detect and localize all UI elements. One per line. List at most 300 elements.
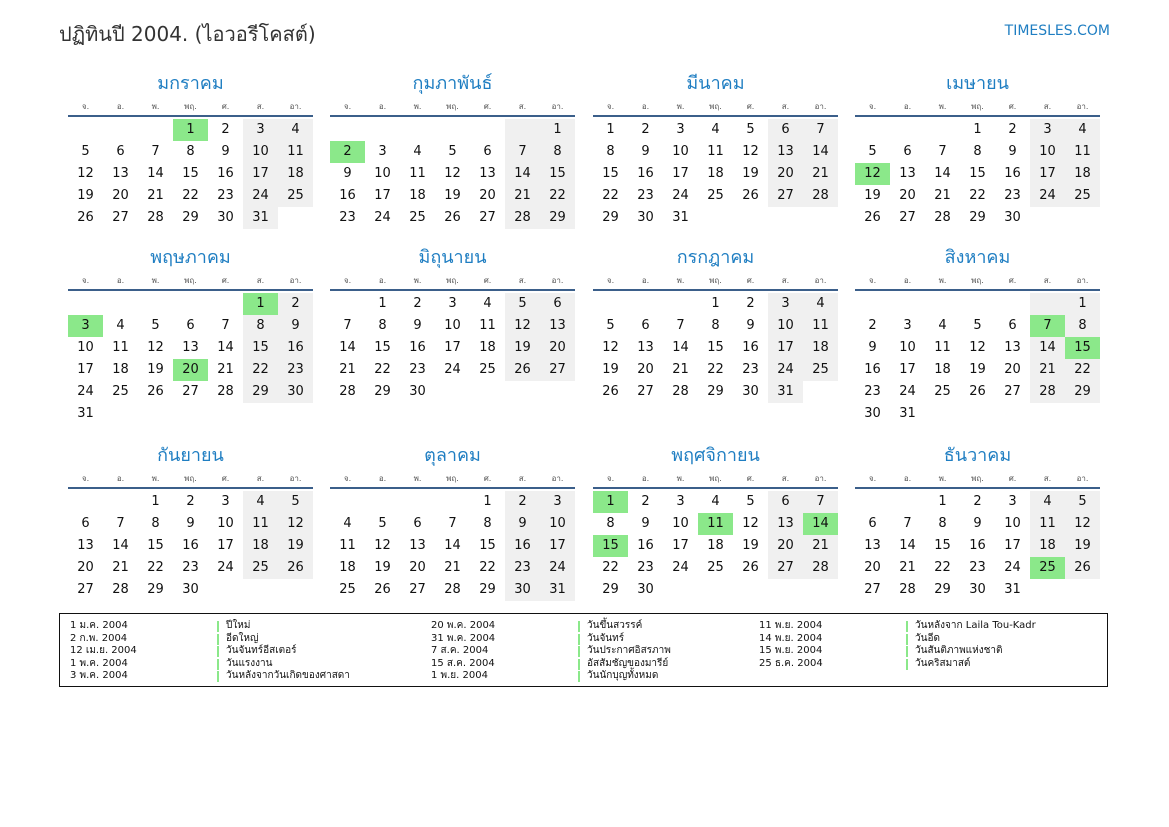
weekday-label: พ. bbox=[676, 474, 685, 483]
empty-day-cell bbox=[1030, 403, 1065, 425]
month-name: เมษายน bbox=[946, 73, 1009, 94]
day-cell: 12 bbox=[374, 538, 391, 553]
weekday-label: ศ. bbox=[483, 276, 492, 285]
empty-day-cell bbox=[278, 403, 313, 425]
header-rule bbox=[855, 289, 1100, 291]
week-row bbox=[68, 557, 313, 579]
empty-day-cell bbox=[68, 293, 103, 315]
day-cell: 18 bbox=[707, 538, 724, 553]
day-cell: 22 bbox=[147, 560, 164, 575]
day-cell: 5 bbox=[973, 318, 982, 333]
weekday-label: ส. bbox=[781, 276, 790, 285]
empty-day-cell bbox=[208, 579, 243, 601]
day-cell: 22 bbox=[602, 188, 619, 203]
empty-day-cell bbox=[208, 293, 243, 315]
day-cell: 7 bbox=[343, 318, 352, 333]
month-name: มกราคม bbox=[157, 73, 224, 94]
empty-day-cell bbox=[995, 293, 1030, 315]
empty-day-cell bbox=[330, 491, 365, 513]
holiday-date: 15 พ.ย. 2004 bbox=[759, 645, 823, 656]
day-cell: 23 bbox=[637, 188, 654, 203]
empty-day-cell bbox=[540, 381, 575, 403]
day-cell: 13 bbox=[637, 340, 654, 355]
day-cell: 6 bbox=[413, 516, 422, 531]
day-cell: 5 bbox=[606, 318, 615, 333]
day-cell: 16 bbox=[217, 166, 234, 181]
weekday-label: พ. bbox=[938, 102, 947, 111]
weekday-label: ส. bbox=[781, 102, 790, 111]
site-link[interactable]: TIMESLES.COM bbox=[1004, 23, 1110, 39]
holiday-marker bbox=[578, 659, 580, 670]
day-cell: 18 bbox=[339, 560, 356, 575]
day-cell: 4 bbox=[711, 494, 720, 509]
day-cell: 3 bbox=[676, 494, 685, 509]
weekday-label: จ. bbox=[606, 474, 615, 483]
day-cell: 11 bbox=[243, 513, 278, 535]
week-row bbox=[855, 535, 1100, 557]
day-cell: 29 bbox=[1065, 381, 1100, 403]
empty-day-cell bbox=[68, 119, 103, 141]
day-cell: 4 bbox=[711, 122, 720, 137]
weekday-label: อา. bbox=[551, 474, 564, 483]
day-cell: 11 bbox=[409, 166, 426, 181]
holiday-date: 7 ส.ค. 2004 bbox=[431, 645, 489, 656]
weekday-label: พฤ. bbox=[446, 276, 459, 285]
week-row bbox=[593, 315, 838, 337]
day-cell: 2 bbox=[221, 122, 230, 137]
day-cell: 9 bbox=[221, 144, 230, 159]
day-cell: 5 bbox=[81, 144, 90, 159]
day-cell: 30 bbox=[217, 210, 234, 225]
day-cell: 30 bbox=[182, 582, 199, 597]
weekday-label: จ. bbox=[868, 102, 877, 111]
empty-day-cell bbox=[855, 119, 890, 141]
week-row bbox=[330, 491, 575, 513]
weekday-label: พฤ. bbox=[709, 474, 722, 483]
day-cell: 15 bbox=[593, 535, 628, 557]
day-cell: 24 bbox=[77, 384, 94, 399]
day-cell: 16 bbox=[409, 340, 426, 355]
day-cell: 19 bbox=[147, 362, 164, 377]
day-cell: 18 bbox=[934, 362, 951, 377]
day-cell: 12 bbox=[742, 144, 759, 159]
weekday-label: ส. bbox=[781, 474, 790, 483]
week-row bbox=[330, 381, 575, 403]
day-cell: 24 bbox=[672, 188, 689, 203]
week-row bbox=[855, 359, 1100, 381]
legend-row bbox=[70, 620, 350, 633]
day-cell: 17 bbox=[672, 166, 689, 181]
day-grid bbox=[330, 491, 575, 601]
day-cell: 30 bbox=[969, 582, 986, 597]
day-cell: 29 bbox=[147, 582, 164, 597]
day-cell: 17 bbox=[540, 535, 575, 557]
day-cell: 14 bbox=[803, 513, 838, 535]
day-cell: 23 bbox=[969, 560, 986, 575]
week-row bbox=[68, 293, 313, 315]
day-cell: 24 bbox=[1030, 185, 1065, 207]
weekday-label: จ. bbox=[81, 102, 90, 111]
day-cell: 30 bbox=[864, 406, 881, 421]
week-row bbox=[593, 163, 838, 185]
day-cell: 26 bbox=[278, 557, 313, 579]
week-row bbox=[855, 579, 1100, 601]
empty-day-cell bbox=[960, 403, 995, 425]
month-name: กุมภาพันธ์ bbox=[412, 73, 493, 94]
day-cell: 19 bbox=[1065, 535, 1100, 557]
day-cell: 1 bbox=[540, 119, 575, 141]
day-cell: 24 bbox=[217, 560, 234, 575]
day-cell: 24 bbox=[540, 557, 575, 579]
day-cell: 16 bbox=[278, 337, 313, 359]
day-cell: 24 bbox=[243, 185, 278, 207]
weekday-label: ศ. bbox=[746, 276, 755, 285]
week-row bbox=[593, 337, 838, 359]
day-cell: 20 bbox=[409, 560, 426, 575]
empty-day-cell bbox=[663, 293, 698, 315]
holiday-date: 11 พ.ย. 2004 bbox=[759, 620, 823, 631]
day-cell: 2 bbox=[641, 122, 650, 137]
day-cell: 20 bbox=[768, 163, 803, 185]
day-cell: 1 bbox=[173, 119, 208, 141]
day-cell: 1 bbox=[711, 296, 720, 311]
day-cell: 3 bbox=[448, 296, 457, 311]
day-cell: 6 bbox=[641, 318, 650, 333]
day-cell: 24 bbox=[1004, 560, 1021, 575]
day-cell: 13 bbox=[409, 538, 426, 553]
day-cell: 16 bbox=[742, 340, 759, 355]
weekday-label: พฤ. bbox=[971, 474, 984, 483]
day-cell: 2 bbox=[1008, 122, 1017, 137]
week-row bbox=[593, 141, 838, 163]
week-row bbox=[330, 535, 575, 557]
week-row bbox=[68, 491, 313, 513]
weekday-label: ส. bbox=[256, 102, 265, 111]
month-calendar bbox=[855, 246, 1100, 425]
day-cell: 30 bbox=[742, 384, 759, 399]
empty-day-cell bbox=[925, 119, 960, 141]
day-cell: 25 bbox=[479, 362, 496, 377]
day-cell: 14 bbox=[147, 166, 164, 181]
weekday-header bbox=[855, 100, 1100, 114]
empty-day-cell bbox=[855, 491, 890, 513]
day-cell: 5 bbox=[378, 516, 387, 531]
holiday-name: วันอีด bbox=[915, 632, 940, 644]
day-cell: 16 bbox=[637, 538, 654, 553]
weekday-label: อ. bbox=[903, 474, 912, 483]
empty-day-cell bbox=[1030, 207, 1065, 229]
day-cell: 27 bbox=[768, 557, 803, 579]
day-cell: 6 bbox=[1008, 318, 1017, 333]
day-cell: 15 bbox=[934, 538, 951, 553]
week-row bbox=[855, 119, 1100, 141]
day-cell: 8 bbox=[606, 516, 615, 531]
day-cell: 1 bbox=[606, 122, 615, 137]
empty-day-cell bbox=[1065, 403, 1100, 425]
day-cell: 2 bbox=[278, 293, 313, 315]
weekday-label: จ. bbox=[606, 276, 615, 285]
day-cell: 2 bbox=[973, 494, 982, 509]
day-cell: 11 bbox=[803, 315, 838, 337]
day-cell: 7 bbox=[151, 144, 160, 159]
empty-day-cell bbox=[470, 381, 505, 403]
day-cell: 3 bbox=[676, 122, 685, 137]
day-cell: 6 bbox=[768, 491, 803, 513]
day-cell: 24 bbox=[444, 362, 461, 377]
month-calendar bbox=[855, 444, 1100, 601]
month-name: พฤศจิกายน bbox=[671, 445, 760, 466]
day-cell: 17 bbox=[768, 337, 803, 359]
holiday-name: วันประกาศอิสรภาพ bbox=[587, 645, 671, 656]
day-cell: 30 bbox=[278, 381, 313, 403]
day-cell: 23 bbox=[1004, 188, 1021, 203]
weekday-label: พ. bbox=[413, 276, 422, 285]
day-cell: 29 bbox=[479, 582, 496, 597]
header-rule bbox=[68, 115, 313, 117]
weekday-header bbox=[68, 100, 313, 114]
week-row bbox=[855, 403, 1100, 425]
weekday-label: พฤ. bbox=[709, 276, 722, 285]
week-row bbox=[855, 185, 1100, 207]
day-cell: 28 bbox=[339, 384, 356, 399]
day-cell: 5 bbox=[868, 144, 877, 159]
day-cell: 20 bbox=[864, 560, 881, 575]
holiday-marker bbox=[578, 646, 580, 657]
day-cell: 19 bbox=[77, 188, 94, 203]
holiday-marker bbox=[217, 671, 219, 682]
weekday-label: อ. bbox=[378, 276, 387, 285]
empty-day-cell bbox=[1065, 579, 1100, 601]
day-cell: 11 bbox=[707, 144, 724, 159]
day-cell: 9 bbox=[641, 144, 650, 159]
weekday-header bbox=[68, 472, 313, 486]
empty-day-cell bbox=[768, 207, 803, 229]
empty-day-cell bbox=[855, 293, 890, 315]
day-cell: 6 bbox=[903, 144, 912, 159]
day-cell: 22 bbox=[1065, 359, 1100, 381]
weekday-label: พฤ. bbox=[446, 474, 459, 483]
day-cell: 17 bbox=[374, 188, 391, 203]
empty-day-cell bbox=[925, 293, 960, 315]
weekday-label: อา. bbox=[289, 102, 302, 111]
day-cell: 6 bbox=[483, 144, 492, 159]
day-cell: 23 bbox=[505, 557, 540, 579]
day-cell: 14 bbox=[1030, 337, 1065, 359]
holiday-date: 3 พ.ค. 2004 bbox=[70, 670, 128, 681]
day-cell: 26 bbox=[742, 560, 759, 575]
holiday-name: วันจันทร์ bbox=[587, 632, 625, 644]
day-cell: 1 bbox=[243, 293, 278, 315]
month-calendar bbox=[68, 246, 313, 425]
day-cell: 9 bbox=[278, 315, 313, 337]
day-cell: 25 bbox=[934, 384, 951, 399]
weekday-header bbox=[855, 274, 1100, 288]
day-cell: 26 bbox=[444, 210, 461, 225]
weekday-label: จ. bbox=[343, 474, 352, 483]
weekday-label: อ. bbox=[378, 102, 387, 111]
day-cell: 24 bbox=[672, 560, 689, 575]
day-cell: 13 bbox=[1004, 340, 1021, 355]
empty-day-cell bbox=[768, 579, 803, 601]
day-cell: 18 bbox=[409, 188, 426, 203]
day-cell: 9 bbox=[186, 516, 195, 531]
month-calendar bbox=[330, 72, 575, 229]
day-cell: 17 bbox=[77, 362, 94, 377]
day-cell: 21 bbox=[672, 362, 689, 377]
day-cell: 21 bbox=[899, 560, 916, 575]
day-cell: 26 bbox=[77, 210, 94, 225]
empty-day-cell bbox=[663, 579, 698, 601]
day-cell: 3 bbox=[540, 491, 575, 513]
holiday-name: วันหลังจากวันเกิดของศาสดา bbox=[226, 670, 350, 681]
day-cell: 4 bbox=[938, 318, 947, 333]
day-grid bbox=[855, 491, 1100, 601]
empty-day-cell bbox=[960, 293, 995, 315]
weekday-label: อา. bbox=[289, 276, 302, 285]
empty-day-cell bbox=[330, 119, 365, 141]
empty-day-cell bbox=[698, 579, 733, 601]
day-cell: 13 bbox=[864, 538, 881, 553]
day-cell: 12 bbox=[278, 513, 313, 535]
holiday-marker bbox=[906, 646, 908, 657]
week-row bbox=[855, 337, 1100, 359]
day-cell: 8 bbox=[151, 516, 160, 531]
weekday-label: อ. bbox=[641, 474, 650, 483]
holiday-marker bbox=[217, 634, 219, 645]
day-cell: 9 bbox=[746, 318, 755, 333]
weekday-header bbox=[593, 100, 838, 114]
month-name: มีนาคม bbox=[686, 73, 745, 94]
day-cell: 27 bbox=[182, 384, 199, 399]
day-cell: 10 bbox=[243, 141, 278, 163]
day-cell: 2 bbox=[641, 494, 650, 509]
empty-day-cell bbox=[733, 207, 768, 229]
day-cell: 14 bbox=[803, 141, 838, 163]
day-cell: 25 bbox=[1065, 185, 1100, 207]
empty-day-cell bbox=[173, 293, 208, 315]
weekday-header bbox=[330, 100, 575, 114]
day-cell: 24 bbox=[899, 384, 916, 399]
day-cell: 18 bbox=[1030, 535, 1065, 557]
day-cell: 8 bbox=[243, 315, 278, 337]
day-cell: 8 bbox=[973, 144, 982, 159]
day-cell: 15 bbox=[147, 538, 164, 553]
day-cell: 10 bbox=[217, 516, 234, 531]
month-name: พฤษภาคม bbox=[150, 247, 231, 268]
empty-day-cell bbox=[435, 119, 470, 141]
day-cell: 3 bbox=[768, 293, 803, 315]
empty-day-cell bbox=[138, 403, 173, 425]
week-row bbox=[855, 141, 1100, 163]
day-cell: 5 bbox=[278, 491, 313, 513]
day-cell: 19 bbox=[602, 362, 619, 377]
weekday-label: อา. bbox=[289, 474, 302, 483]
weekday-label: อ. bbox=[641, 102, 650, 111]
day-cell: 4 bbox=[278, 119, 313, 141]
empty-day-cell bbox=[435, 381, 470, 403]
week-row bbox=[68, 163, 313, 185]
day-cell: 12 bbox=[505, 315, 540, 337]
day-cell: 28 bbox=[217, 384, 234, 399]
day-cell: 29 bbox=[969, 210, 986, 225]
day-cell: 4 bbox=[343, 516, 352, 531]
day-cell: 6 bbox=[116, 144, 125, 159]
day-cell: 22 bbox=[374, 362, 391, 377]
weekday-label: ส. bbox=[1043, 276, 1052, 285]
day-cell: 30 bbox=[505, 579, 540, 601]
month-name: สิงหาคม bbox=[944, 247, 1011, 268]
weekday-label: ศ. bbox=[221, 474, 230, 483]
day-cell: 7 bbox=[1030, 315, 1065, 337]
day-cell: 10 bbox=[768, 315, 803, 337]
week-row bbox=[330, 513, 575, 535]
day-cell: 4 bbox=[803, 293, 838, 315]
holiday-name: วันขึ้นสวรรค์ bbox=[587, 620, 643, 631]
day-cell: 26 bbox=[602, 384, 619, 399]
month-calendar bbox=[593, 444, 838, 601]
empty-day-cell bbox=[68, 491, 103, 513]
day-cell: 3 bbox=[1008, 494, 1017, 509]
weekday-label: จ. bbox=[868, 276, 877, 285]
weekday-label: พ. bbox=[676, 102, 685, 111]
day-grid bbox=[593, 293, 838, 403]
day-cell: 4 bbox=[116, 318, 125, 333]
day-cell: 2 bbox=[746, 296, 755, 311]
legend-row bbox=[759, 633, 1036, 646]
day-cell: 2 bbox=[413, 296, 422, 311]
day-cell: 26 bbox=[505, 359, 540, 381]
day-cell: 20 bbox=[479, 188, 496, 203]
day-cell: 10 bbox=[540, 513, 575, 535]
day-cell: 26 bbox=[374, 582, 391, 597]
weekday-label: อา. bbox=[814, 102, 827, 111]
day-cell: 31 bbox=[768, 381, 803, 403]
day-cell: 1 bbox=[938, 494, 947, 509]
day-cell: 2 bbox=[505, 491, 540, 513]
day-cell: 16 bbox=[969, 538, 986, 553]
day-cell: 21 bbox=[339, 362, 356, 377]
legend-column bbox=[759, 620, 1036, 670]
weekday-label: ศ. bbox=[746, 102, 755, 111]
day-grid bbox=[68, 491, 313, 601]
holiday-date: 20 พ.ค. 2004 bbox=[431, 620, 496, 631]
day-cell: 22 bbox=[182, 188, 199, 203]
holiday-date: 31 พ.ค. 2004 bbox=[431, 632, 496, 644]
legend-row bbox=[431, 633, 671, 646]
empty-day-cell bbox=[435, 491, 470, 513]
day-cell: 14 bbox=[112, 538, 129, 553]
weekday-label: ส. bbox=[518, 276, 527, 285]
day-cell: 4 bbox=[243, 491, 278, 513]
weekday-label: พฤ. bbox=[446, 102, 459, 111]
legend-row bbox=[759, 658, 1036, 671]
holiday-date: 1 พ.ค. 2004 bbox=[70, 657, 128, 669]
week-row bbox=[855, 557, 1100, 579]
weekday-label: พ. bbox=[151, 276, 160, 285]
day-cell: 15 bbox=[243, 337, 278, 359]
day-cell: 13 bbox=[77, 538, 94, 553]
day-cell: 28 bbox=[1030, 381, 1065, 403]
day-cell: 10 bbox=[77, 340, 94, 355]
weekday-label: จ. bbox=[81, 474, 90, 483]
weekday-label: พ. bbox=[938, 276, 947, 285]
day-cell: 30 bbox=[1004, 210, 1021, 225]
day-cell: 20 bbox=[112, 188, 129, 203]
day-cell: 11 bbox=[1065, 141, 1100, 163]
day-cell: 16 bbox=[505, 535, 540, 557]
day-cell: 29 bbox=[374, 384, 391, 399]
day-cell: 15 bbox=[182, 166, 199, 181]
